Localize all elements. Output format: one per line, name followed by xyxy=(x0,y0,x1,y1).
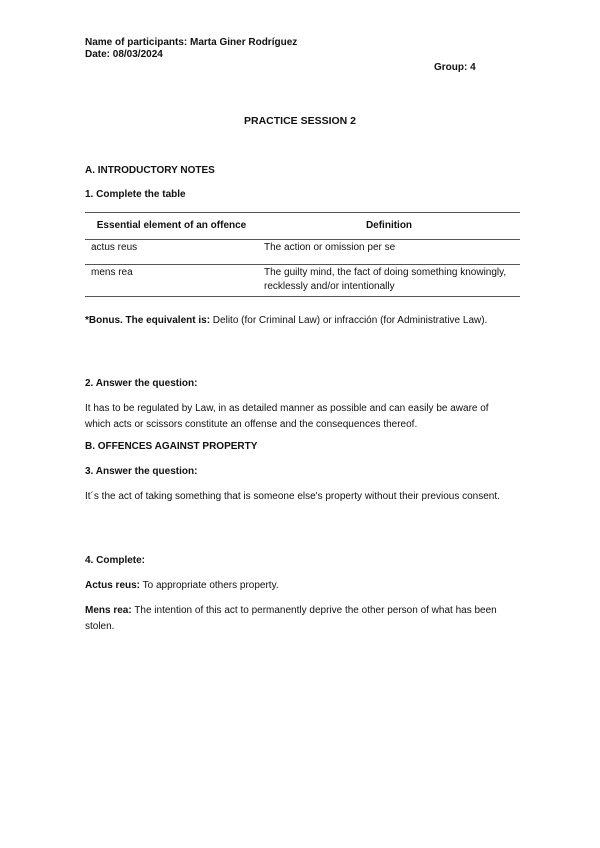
actus-reus-label: Actus reus: xyxy=(85,580,141,591)
mens-rea-text: The intention of this act to permanently deprive the other person of what has been stolen. xyxy=(85,605,497,632)
participants-line: Name of participants: Marta Giner Rodríguez xyxy=(85,37,298,48)
q4-heading: 4. Complete: xyxy=(85,555,146,566)
mens-rea-label: Mens rea: xyxy=(85,605,132,616)
group-line: Group: 4 xyxy=(434,62,476,73)
table-cell-definition: The guilty mind, the fact of doing something knowingly, recklessly and/or intentionally xyxy=(258,265,520,297)
actus-reus-text: To appropriate others property. xyxy=(140,580,279,591)
q1-heading: 1. Complete the table xyxy=(85,189,186,200)
table-cell-definition: The action or omission per se xyxy=(258,240,520,265)
table-row xyxy=(85,240,520,265)
mens-rea-paragraph xyxy=(85,603,515,635)
page-title: PRACTICE SESSION 2 xyxy=(243,115,357,127)
actus-reus-paragraph xyxy=(85,578,515,594)
table-header-element: Essential element of an offence xyxy=(85,213,258,240)
table-header-definition: Definition xyxy=(258,213,520,240)
table-cell-element: actus reus xyxy=(85,240,258,265)
bonus-text: Delito (for Criminal Law) or infracción (for Administrative Law). xyxy=(210,315,488,326)
table-header-row xyxy=(85,213,520,240)
elements-table xyxy=(85,212,520,297)
q3-heading: 3. Answer the question: xyxy=(85,466,198,477)
date-line: Date: 08/03/2024 xyxy=(85,49,163,60)
bonus-label: *Bonus. The equivalent is: xyxy=(85,315,211,326)
section-b-heading: B. OFFENCES AGAINST PROPERTY xyxy=(85,441,258,452)
q2-heading: 2. Answer the question: xyxy=(85,378,198,389)
q3-answer: It´s the act of taking something that is someone else's property without their previous consent. xyxy=(85,491,500,502)
q2-answer: It has to be regulated by Law, in as detailed manner as possible and can easily be aware of which acts or scissors constitute an offense and the consequences thereof. xyxy=(85,403,489,430)
section-a-heading: A. INTRODUCTORY NOTES xyxy=(85,165,215,176)
table-row xyxy=(85,265,520,297)
bonus-paragraph xyxy=(85,313,515,329)
table-cell-element: mens rea xyxy=(85,265,258,297)
